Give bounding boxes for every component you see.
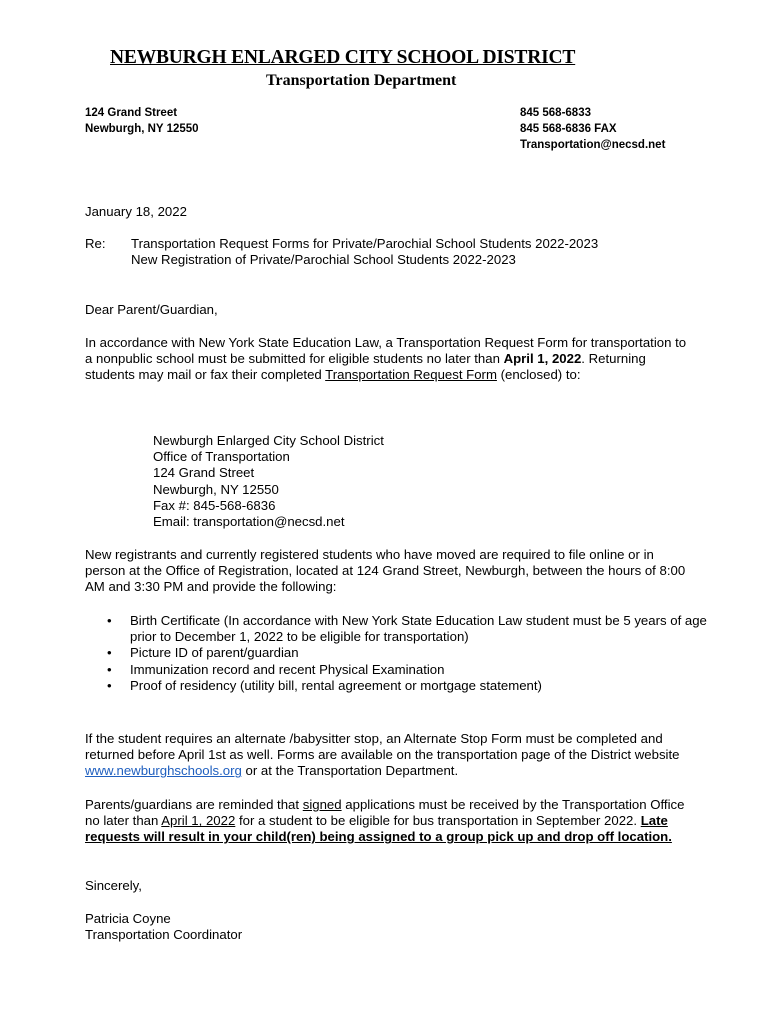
mailing-line-1: Newburgh Enlarged City School District: [153, 433, 384, 448]
transportation-request-form-link[interactable]: Transportation Request Form: [325, 367, 497, 383]
p4-date: April 1, 2022: [161, 813, 236, 829]
requirements-list: [85, 613, 710, 694]
paragraph-request-deadline: [85, 335, 695, 384]
re-label: Re:: [85, 236, 106, 251]
p1-text-c: (enclosed) to:: [496, 367, 581, 383]
paragraph-alternate-stop: [85, 731, 695, 780]
paragraph-new-registrants: New registrants and currently registered students who have moved are required to file online or in person at the Office of Registration, located at 124 Grand Street, Newburgh, between the hours of 8:00 AM and 3:30 PM and provide the following:: [85, 547, 686, 595]
requirement-text: Proof of residency (utility bill, rental agreement or mortgage statement): [130, 677, 542, 693]
signature-block: [85, 911, 242, 943]
mailing-line-6: Email: transportation@necsd.net: [153, 514, 345, 530]
address-street: 124 Grand Street: [85, 107, 178, 119]
p4-text-b: applications must be received by the Transportation Office no later than: [85, 797, 685, 829]
district-website-link[interactable]: www.newburghschools.org: [85, 763, 242, 779]
district-name: NEWBURGH ENLARGED CITY SCHOOL DISTRICT: [110, 47, 576, 68]
list-item: [85, 662, 710, 678]
mailing-line-3: 124 Grand Street: [153, 465, 255, 481]
mailing-line-4: Newburgh, NY 12550: [153, 481, 279, 497]
list-item: [85, 613, 710, 645]
phone-number: 845 568-6833: [520, 107, 591, 119]
p4-text-c: for a student to be eligible for bus transportation in September 2022.: [235, 813, 641, 829]
requirement-text: Immunization record and recent Physical Examination: [130, 661, 445, 677]
bullet-icon: •: [107, 677, 112, 693]
p3-text-b: or at the Transportation Department.: [241, 763, 459, 779]
department-email: Transportation@necsd.net: [520, 139, 666, 151]
list-item: [85, 645, 710, 661]
closing: Sincerely,: [85, 878, 142, 893]
signer-title: Transportation Coordinator: [85, 927, 243, 943]
p4-signed: signed: [302, 797, 342, 812]
bullet-icon: •: [107, 613, 112, 628]
letter-date: January 18, 2022: [85, 204, 187, 219]
re-line-1: Transportation Request Forms for Private/Parochial School Students 2022-2023: [131, 236, 599, 251]
re-line-2: New Registration of Private/Parochial School Students 2022-2023: [131, 252, 516, 268]
p3-text-a: If the student requires an alternate /babysitter stop, an Alternate Stop Form must be completed and returned before April 1st as well. Forms are available on the transportation page of the District website: [85, 731, 680, 763]
requirement-text: Birth Certificate (In accordance with New York State Education Law student must be 5 years of age prior to December 1, 2022 to be eligible for transportation): [130, 613, 707, 645]
bullet-icon: •: [107, 661, 112, 677]
salutation: Dear Parent/Guardian,: [85, 302, 218, 317]
return-address: [85, 105, 199, 137]
mailing-address: [153, 433, 384, 530]
signer-name: Patricia Coyne: [85, 911, 171, 926]
p1-text-b: . Returning students may mail or fax their completed: [85, 351, 646, 383]
list-item: [85, 678, 710, 694]
late-request-warning: Late requests will result in your child(ren) being assigned to a group pick up and drop off location.: [85, 813, 672, 845]
mailing-line-5: Fax #: 845-568-6836: [153, 497, 276, 513]
p1-text-a: In accordance with New York State Education Law, a Transportation Request Form for transportation to a nonpublic school must be submitted for eligible students no later than: [85, 335, 687, 367]
p4-text-a: Parents/guardians are reminded that: [85, 797, 303, 812]
contact-info: [520, 105, 665, 153]
re-subject: [131, 236, 598, 268]
address-city: Newburgh, NY 12550: [85, 123, 199, 135]
bullet-icon: •: [107, 645, 112, 661]
fax-number: 845 568-6836 FAX: [520, 123, 617, 135]
p1-deadline: April 1, 2022: [503, 351, 582, 367]
mailing-line-2: Office of Transportation: [153, 449, 290, 465]
requirement-text: Picture ID of parent/guardian: [130, 645, 299, 661]
department-name: Transportation Department: [266, 72, 457, 89]
paragraph-signed-applications: [85, 797, 695, 846]
